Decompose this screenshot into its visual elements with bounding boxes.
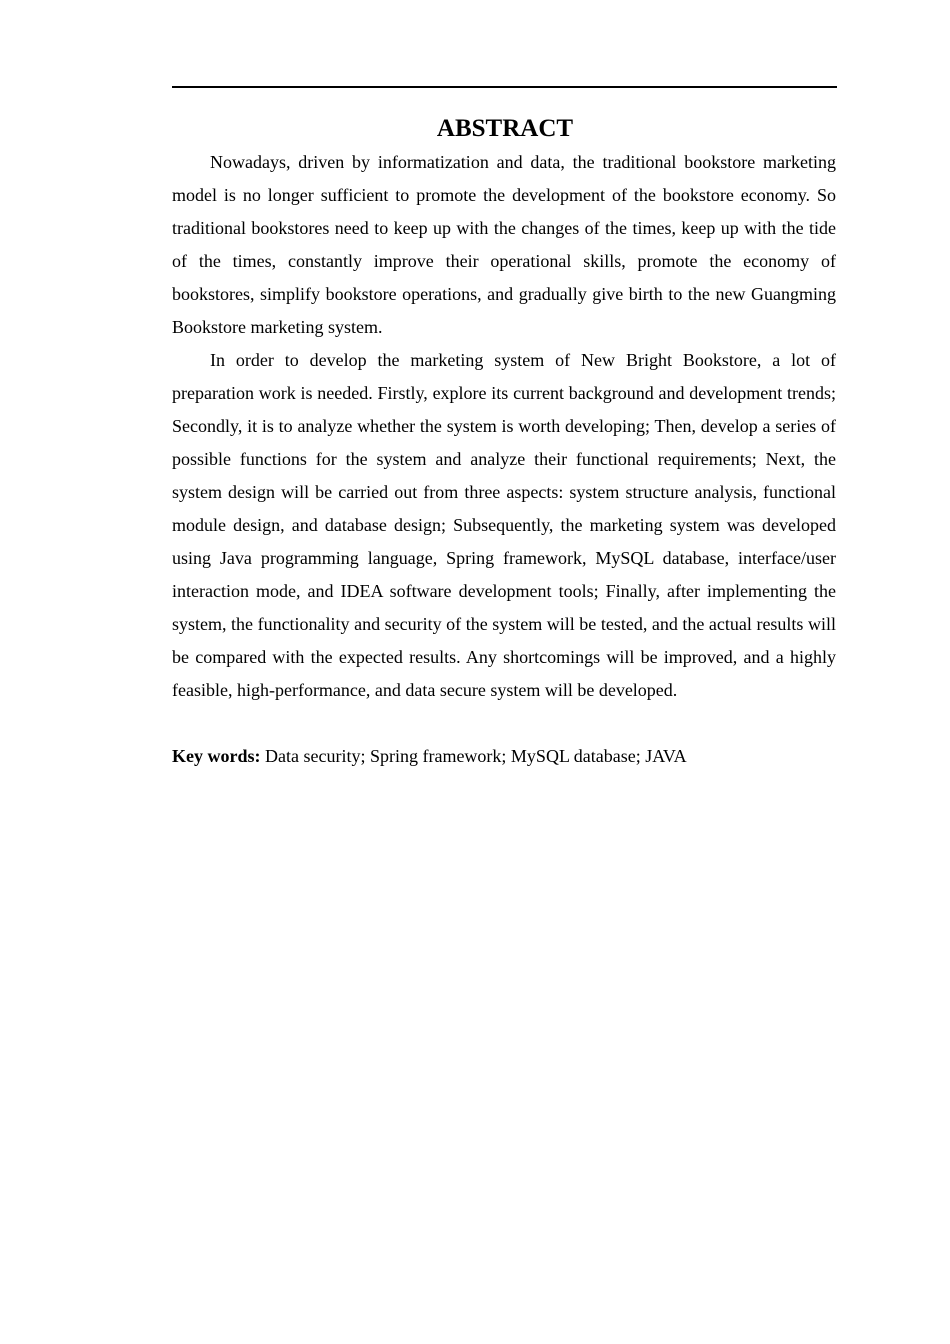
- abstract-section: [172, 112, 836, 773]
- abstract-paragraph-1: Nowadays, driven by informatization and data, the traditional bookstore marketing model is no longer sufficient to promote the development of the bookstore economy. So traditional bookstores need to keep up with the changes of the times, keep up with the tide of the times, constantly improve their operational skills, promote the economy of bookstores, simplify bookstore operations, and gradually give birth to the new Guangming Bookstore marketing system.: [172, 152, 836, 337]
- abstract-title: ABSTRACT: [436, 115, 574, 142]
- abstract-paragraph-2: In order to develop the marketing system of New Bright Bookstore, a lot of preparation work is needed. Firstly, explore its current background and development trends; Secondly, it is to analyze whether the system is worth developing; Then, develop a series of possible functions for the system and analyze their functional requirements; Next, the system design will be carried out from three aspects: system structure analysis, functional module design, and database design; Subsequently, the marketing system was developed using Java programming language, Spring framework, MySQL database, interface/user interaction mode, and IDEA software development tools; Finally, after implementing the system, the functionality and security of the system will be tested, and the actual results will be compared with the expected results. Any shortcomings will be improved, and a highly feasible, high-performance, and data secure system will be developed.: [172, 350, 836, 700]
- keywords-label: Key words:: [172, 746, 261, 766]
- keywords-value: Data security; Spring framework; MySQL database; JAVA: [260, 746, 687, 766]
- keywords-line: [172, 740, 836, 773]
- header-rule: [172, 86, 837, 88]
